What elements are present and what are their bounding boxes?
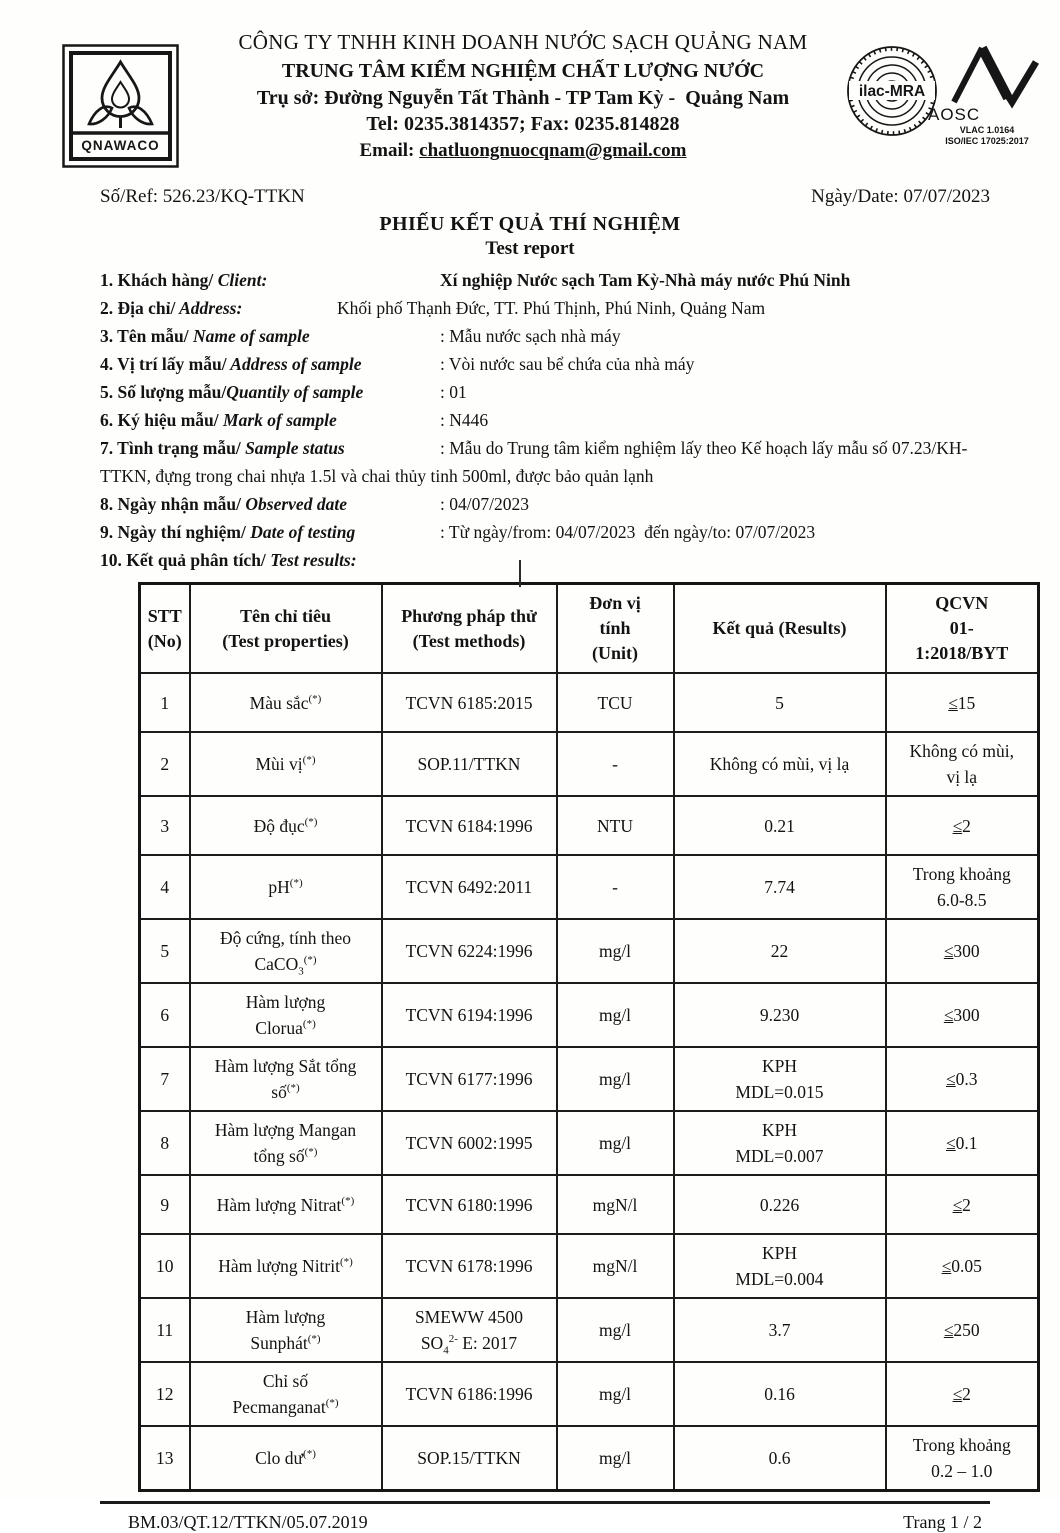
document-footer bbox=[0, 1504, 1060, 1533]
table-cell: 4 bbox=[140, 855, 190, 919]
table-cell: Không có mùi, vị lạ bbox=[886, 732, 1039, 796]
table-cell: TCVN 6178:1996 bbox=[382, 1234, 557, 1298]
table-cell: Không có mùi, vị lạ bbox=[674, 732, 886, 796]
aosc-vlac-number: VLAC 1.0164 bbox=[959, 125, 1015, 135]
table-cell: 12 bbox=[140, 1362, 190, 1426]
document-ref-number: Số/Ref: 526.23/KQ-TTKN bbox=[100, 186, 305, 207]
column-header: QCVN 01- 1:2018/BYT bbox=[886, 584, 1039, 674]
table-cell: Độ cứng, tính theo CaCO$_3$(*) bbox=[190, 919, 382, 983]
page-number: Trang 1 / 2 bbox=[903, 1512, 982, 1532]
table-cell: Hàm lượng Nitrit(*) bbox=[190, 1234, 382, 1298]
document-subtitle: Test report bbox=[485, 238, 575, 259]
table-cell: mg/l bbox=[557, 1298, 674, 1362]
table-row bbox=[140, 1234, 1039, 1298]
table-cell: 1 bbox=[140, 673, 190, 732]
table-cell: TCVN 6177:1996 bbox=[382, 1047, 557, 1111]
table-cell: KPH MDL=0.015 bbox=[674, 1047, 886, 1111]
table-cell: 0.16 bbox=[674, 1362, 886, 1426]
table-cell: TCVN 6224:1996 bbox=[382, 919, 557, 983]
water-drop-hands-logo-icon bbox=[62, 44, 179, 168]
table-cell: 7.74 bbox=[674, 855, 886, 919]
table-row bbox=[140, 1175, 1039, 1234]
aosc-iso-standard: ISO/IEC 17025:2017 bbox=[945, 136, 1029, 147]
info-item-sample-quantity: 5. Số lượng mẫu/Quantily of sample : 01 bbox=[100, 382, 467, 402]
table-row bbox=[140, 1047, 1039, 1111]
table-cell: Hàm lượng Mangan tổng số(*) bbox=[190, 1111, 382, 1175]
info-item-test-results-heading: 10. Kết quả phân tích/ Test results: bbox=[100, 550, 357, 570]
table-cell: 9.230 bbox=[674, 983, 886, 1047]
table-cell: ≤0.05 bbox=[886, 1234, 1039, 1298]
table-cell: ≤300 bbox=[886, 919, 1039, 983]
table-cell: SOP.11/TTKN bbox=[382, 732, 557, 796]
svg-text:ilac-MRA: ilac-MRA bbox=[858, 83, 926, 100]
table-cell: 3 bbox=[140, 796, 190, 855]
table-cell: 0.226 bbox=[674, 1175, 886, 1234]
table-cell: TCVN 6186:1996 bbox=[382, 1362, 557, 1426]
aosc-accreditation-mark bbox=[924, 40, 1050, 147]
table-cell: TCVN 6180:1996 bbox=[382, 1175, 557, 1234]
table-cell: Hàm lượng Nitrat(*) bbox=[190, 1175, 382, 1234]
table-cell: mg/l bbox=[557, 983, 674, 1047]
info-item-sample-location: 4. Vị trí lấy mẫu/ Address of sample : Vòi nước sau bể chứa của nhà máy bbox=[100, 354, 695, 374]
letterhead bbox=[182, 30, 864, 162]
table-row bbox=[140, 1362, 1039, 1426]
table-cell: mg/l bbox=[557, 919, 674, 983]
qnawaco-logo bbox=[62, 44, 179, 168]
table-cell: mg/l bbox=[557, 1426, 674, 1491]
table-cell: 11 bbox=[140, 1298, 190, 1362]
table-row bbox=[140, 796, 1039, 855]
table-cell: pH(*) bbox=[190, 855, 382, 919]
table-cell: ≤300 bbox=[886, 983, 1039, 1047]
email-line bbox=[182, 139, 864, 162]
table-cell: TCVN 6184:1996 bbox=[382, 796, 557, 855]
table-cell: ≤2 bbox=[886, 796, 1039, 855]
form-code: BM.03/QT.12/TTKN/05.07.2019 bbox=[128, 1512, 368, 1532]
table-cell: TCU bbox=[557, 673, 674, 732]
table-row bbox=[140, 673, 1039, 732]
table-cell: 22 bbox=[674, 919, 886, 983]
table-row bbox=[140, 983, 1039, 1047]
table-cell: - bbox=[557, 855, 674, 919]
aosc-triangle-check-icon bbox=[924, 40, 1050, 106]
email-label: Email: bbox=[359, 139, 420, 161]
info-item-testing-date: 9. Ngày thí nghiệm/ Date of testing : Từ ngày/from: 04/07/2023 đến ngày/to: 07/07/2023 bbox=[100, 522, 816, 542]
document-title: PHIẾU KẾT QUẢ THÍ NGHIỆM bbox=[379, 213, 681, 235]
table-cell: Clo dư(*) bbox=[190, 1426, 382, 1491]
table-cell: Hàm lượng Sắt tổng số(*) bbox=[190, 1047, 382, 1111]
table-cell: 2 bbox=[140, 732, 190, 796]
table-cell: - bbox=[557, 732, 674, 796]
info-item-sample-status: 7. Tình trạng mẫu/ Sample status : Mẫu do Trung tâm kiểm nghiệm lấy theo Kế hoạch lấy mẫu số 07.23/KH-TTKN, đựng trong chai nhựa 1.5l và chai thủy tinh 500ml, được bảo quản lạnh bbox=[100, 438, 968, 486]
document-date: Ngày/Date: 07/07/2023 bbox=[811, 186, 990, 207]
scan-artifact-mark bbox=[519, 560, 521, 587]
head-office-address: Trụ sở: Đường Nguyễn Tất Thành - TP Tam Kỳ - Quảng Nam bbox=[256, 87, 790, 109]
center-name: TRUNG TÂM KIỂM NGHIỆM CHẤT LƯỢNG NƯỚC bbox=[281, 59, 765, 82]
table-cell: Trong khoảng 6.0-8.5 bbox=[886, 855, 1039, 919]
info-item-client: 1. Khách hàng/ Client: Xí nghiệp Nước sạch Tam Kỳ-Nhà máy nước Phú Ninh bbox=[100, 270, 851, 290]
info-item-sample-mark: 6. Ký hiệu mẫu/ Mark of sample : N446 bbox=[100, 410, 489, 430]
table-cell: ≤2 bbox=[886, 1362, 1039, 1426]
table-cell: mg/l bbox=[557, 1047, 674, 1111]
table-cell: SMEWW 4500 $SO_4^{2-}$ E: 2017 bbox=[382, 1298, 557, 1362]
table-cell: 0.21 bbox=[674, 796, 886, 855]
table-cell: 13 bbox=[140, 1426, 190, 1491]
document-header bbox=[0, 0, 1060, 172]
table-cell: ≤0.3 bbox=[886, 1047, 1039, 1111]
table-row bbox=[140, 1426, 1039, 1491]
sample-info-list bbox=[0, 260, 1060, 574]
footer-divider bbox=[100, 1501, 990, 1504]
table-cell: 9 bbox=[140, 1175, 190, 1234]
table-header-row bbox=[140, 584, 1039, 674]
table-cell: KPH MDL=0.004 bbox=[674, 1234, 886, 1298]
table-cell: mg/l bbox=[557, 1111, 674, 1175]
info-item-address: 2. Địa chỉ/ Address: Khối phố Thạnh Đức, TT. Phú Thịnh, Phú Ninh, Quảng Nam bbox=[100, 298, 766, 318]
table-cell: TCVN 6002:1995 bbox=[382, 1111, 557, 1175]
table-row bbox=[140, 1111, 1039, 1175]
table-cell: ≤250 bbox=[886, 1298, 1039, 1362]
table-cell: SOP.15/TTKN bbox=[382, 1426, 557, 1491]
table-cell: mgN/l bbox=[557, 1234, 674, 1298]
test-results-table bbox=[138, 582, 1040, 1492]
column-header: Phương pháp thử (Test methods) bbox=[382, 584, 557, 674]
company-name: CÔNG TY TNHH KINH DOANH NƯỚC SẠCH QUẢNG NAM bbox=[238, 30, 808, 54]
column-header: Tên chỉ tiêu (Test properties) bbox=[190, 584, 382, 674]
table-cell: 5 bbox=[140, 919, 190, 983]
info-item-sample-name: 3. Tên mẫu/ Name of sample : Mẫu nước sạch nhà máy bbox=[100, 326, 621, 346]
table-row bbox=[140, 1298, 1039, 1362]
table-cell: TCVN 6185:2015 bbox=[382, 673, 557, 732]
table-cell: ≤15 bbox=[886, 673, 1039, 732]
table-cell: Chỉ số Pecmanganat(*) bbox=[190, 1362, 382, 1426]
table-row bbox=[140, 919, 1039, 983]
table-cell: 8 bbox=[140, 1111, 190, 1175]
table-cell: Trong khoảng 0.2 – 1.0 bbox=[886, 1426, 1039, 1491]
column-header: STT (No) bbox=[140, 584, 190, 674]
table-cell: Hàm lượng Clorua(*) bbox=[190, 983, 382, 1047]
table-cell: 10 bbox=[140, 1234, 190, 1298]
table-cell: 6 bbox=[140, 983, 190, 1047]
table-cell: Mùi vị(*) bbox=[190, 732, 382, 796]
table-cell: ≤0.1 bbox=[886, 1111, 1039, 1175]
table-row bbox=[140, 855, 1039, 919]
table-cell: 7 bbox=[140, 1047, 190, 1111]
table-cell: Hàm lượng Sunphát(*) bbox=[190, 1298, 382, 1362]
table-cell: NTU bbox=[557, 796, 674, 855]
table-cell: 3.7 bbox=[674, 1298, 886, 1362]
column-header: Đơn vị tính (Unit) bbox=[557, 584, 674, 674]
table-cell: ≤2 bbox=[886, 1175, 1039, 1234]
column-header: Kết quả (Results) bbox=[674, 584, 886, 674]
table-row bbox=[140, 732, 1039, 796]
tel-fax-line: Tel: 0235.3814357; Fax: 0235.814828 bbox=[366, 113, 680, 136]
table-cell: 5 bbox=[674, 673, 886, 732]
table-cell: KPH MDL=0.007 bbox=[674, 1111, 886, 1175]
table-cell: 0.6 bbox=[674, 1426, 886, 1491]
table-cell: TCVN 6492:2011 bbox=[382, 855, 557, 919]
table-cell: mg/l bbox=[557, 1362, 674, 1426]
svg-text:QNAWACO: QNAWACO bbox=[81, 138, 160, 153]
table-cell: TCVN 6194:1996 bbox=[382, 983, 557, 1047]
table-cell: Màu sắc(*) bbox=[190, 673, 382, 732]
email-address: chatluongnuocqnam@gmail.com bbox=[419, 139, 687, 161]
ref-date-row bbox=[0, 172, 1060, 208]
table-cell: Độ đục(*) bbox=[190, 796, 382, 855]
table-cell: mgN/l bbox=[557, 1175, 674, 1234]
info-item-received-date: 8. Ngày nhận mẫu/ Observed date : 04/07/2023 bbox=[100, 494, 529, 514]
aosc-wordmark: AOSC bbox=[928, 105, 981, 124]
